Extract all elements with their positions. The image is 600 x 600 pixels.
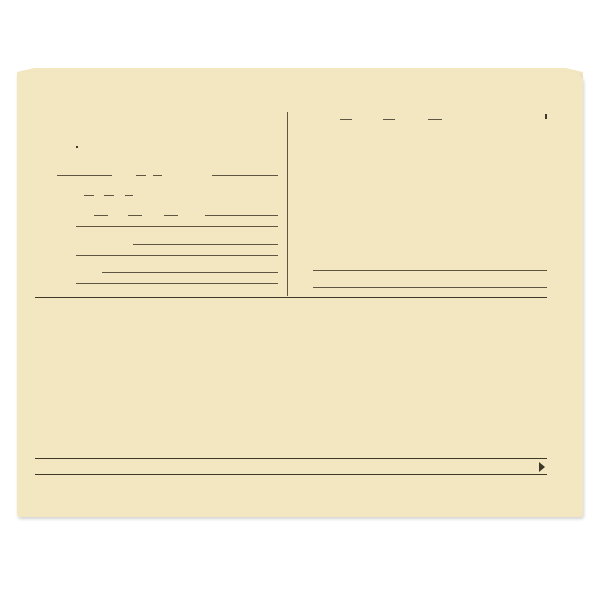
- sex-f-field[interactable]: [153, 175, 162, 176]
- high-school-field[interactable]: [128, 215, 142, 216]
- special-training-field[interactable]: [205, 215, 278, 216]
- post-employment-extra-line[interactable]: [76, 255, 278, 256]
- sex-m-field[interactable]: [136, 175, 146, 176]
- emergency-address-field[interactable]: [313, 287, 547, 288]
- part-time-field[interactable]: [383, 119, 395, 120]
- ssn-field[interactable]: [212, 175, 278, 176]
- i9-yes-field[interactable]: [84, 195, 94, 196]
- i9-na-field[interactable]: [125, 195, 133, 196]
- post-employment-field[interactable]: [133, 244, 278, 245]
- footer-top-rule: [35, 458, 547, 459]
- tab-arrow-icon: [545, 114, 547, 119]
- emergency-name-field[interactable]: [313, 270, 547, 271]
- i9-no-field[interactable]: [104, 195, 114, 196]
- folder-body: [17, 72, 583, 517]
- footer-bottom-rule: [35, 474, 547, 475]
- history-top-rule: [35, 297, 547, 298]
- college-field[interactable]: [164, 215, 178, 216]
- full-time-field[interactable]: [340, 119, 352, 120]
- section-divider: [287, 112, 288, 296]
- company-training-extra-line[interactable]: [76, 283, 278, 284]
- company-training-field[interactable]: [102, 272, 278, 273]
- education-extra-line[interactable]: [76, 226, 278, 227]
- temporary-field[interactable]: [428, 119, 442, 120]
- birth-date-field[interactable]: [57, 175, 112, 176]
- years-of-service-boxes: [76, 146, 78, 148]
- grade-school-field[interactable]: [94, 215, 108, 216]
- banner-arrow-icon: [539, 462, 545, 472]
